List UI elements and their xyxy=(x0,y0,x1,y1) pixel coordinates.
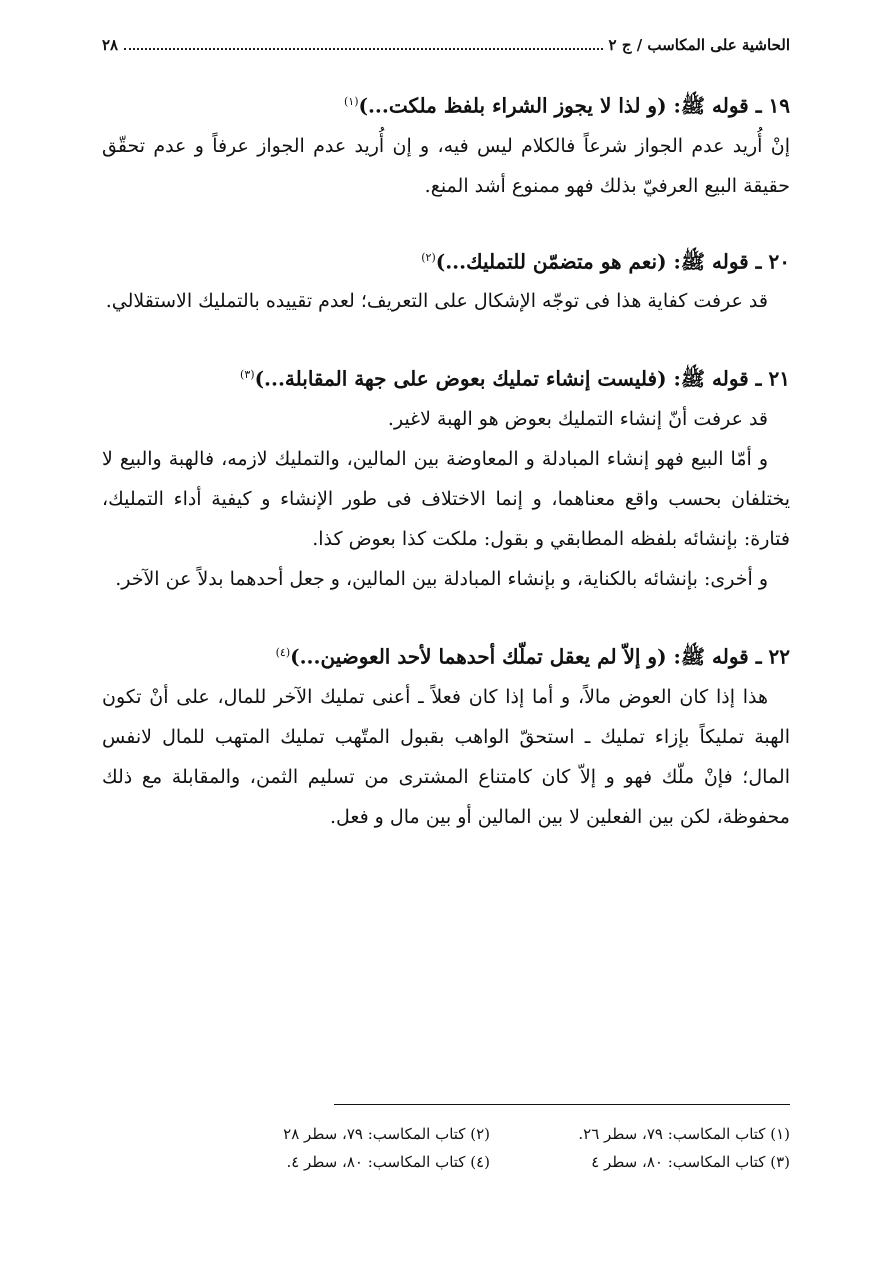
paragraph: قد عرفت أنّ إنشاء التمليك بعوض هو الهبة لاغير. xyxy=(387,407,768,430)
section-heading xyxy=(102,355,790,399)
heading-text: ٢١ ـ قوله ﷺ: (فليست إنشاء تمليك بعوض على جهة المقابلة...) xyxy=(254,366,790,391)
section-19 xyxy=(102,82,790,206)
paragraph: و أخرى: بإنشائه بالكناية، و بإنشاء المبادلة بين المالين، و جعل أحدهما بدلاً عن الآخر. xyxy=(115,567,768,590)
running-title: الحاشية على المكاسب / ج ٢ xyxy=(608,36,790,54)
footnote-4: (٤) كتاب المكاسب: ٨٠، سطر ٤. xyxy=(286,1153,490,1171)
leader-dots xyxy=(124,38,602,50)
footnote-ref: (١) xyxy=(343,95,359,108)
page-body xyxy=(102,36,790,837)
section-heading xyxy=(102,238,790,282)
footnote-ref: (٢) xyxy=(421,250,436,264)
running-header xyxy=(102,36,790,62)
paragraph: هذا إذا كان العوض مالاً، و أما إذا كان فعلاً ـ أعنى تمليك الآخر للمال، على أنْ تكون الهبة تمليكاً بإزاء تمليك ـ استحقّ الواهب بقبول المتّهب تمليك المتهب للمال لانفس المال؛ فإنْ ملّك فهو و إلاّ كان كامتناع المشترى من تسليم الثمن، والمقابلة مع ذلك محفوظة، لكن بين الفعلين لا بين المالين أو بين مال و فعل. xyxy=(102,685,790,828)
section-22 xyxy=(102,633,790,837)
footnote-ref: (٣) xyxy=(240,368,255,382)
footnote-1: (١) كتاب المكاسب: ٧٩، سطر ٢٦. xyxy=(578,1125,790,1143)
paragraph: قد عرفت كفاية هذا فى توجّه الإشكال على التعريف؛ لعدم تقييده بالتمليك الاستقلالي. xyxy=(105,290,768,313)
footnote-3: (٣) كتاب المكاسب: ٨٠، سطر ٤ xyxy=(591,1153,790,1171)
heading-text: ٢٢ ـ قوله ﷺ: (و إلاّ لم يعقل تملّك أحدهما لأحد العوضين...) xyxy=(290,644,790,669)
footnote-2: (٢) كتاب المكاسب: ٧٩، سطر ٢٨ xyxy=(283,1125,490,1143)
paragraph: و أمّا البيع فهو إنشاء المبادلة و المعاوضة بين المالين، والتمليك لازمه، فالهبة والبيع لا يختلفان بحسب واقع معناهما، و إنما الاختلاف فى طور الإنشاء و كيفية أداء التمليك، فتارة: بإنشائه بلفظه المطابقي و بقول: ملكت كذا بعوض كذا. xyxy=(102,447,790,550)
footnote-ref: (٤) xyxy=(275,645,291,659)
section-heading xyxy=(102,82,790,126)
page-number: ٢٨ xyxy=(102,36,119,54)
heading-text: ٢٠ ـ قوله ﷺ: (نعم هو متضمّن للتمليك...) xyxy=(435,249,790,274)
heading-text: ١٩ ـ قوله ﷺ: (و لذا لا يجوز الشراء بلفظ ملكت...) xyxy=(358,93,790,118)
paragraph: إنْ أُريد عدم الجواز شرعاً فالكلام ليس فيه، و إن أُريد عدم الجواز عرفاً و عدم تحقّق حقيقة البيع العرفيّ بذلك فهو ممنوع أشد المنع. xyxy=(102,134,790,197)
section-heading xyxy=(102,633,790,677)
footnotes xyxy=(210,1122,790,1174)
footnote-divider xyxy=(334,1104,790,1105)
section-20 xyxy=(102,238,790,322)
section-21 xyxy=(102,355,790,599)
